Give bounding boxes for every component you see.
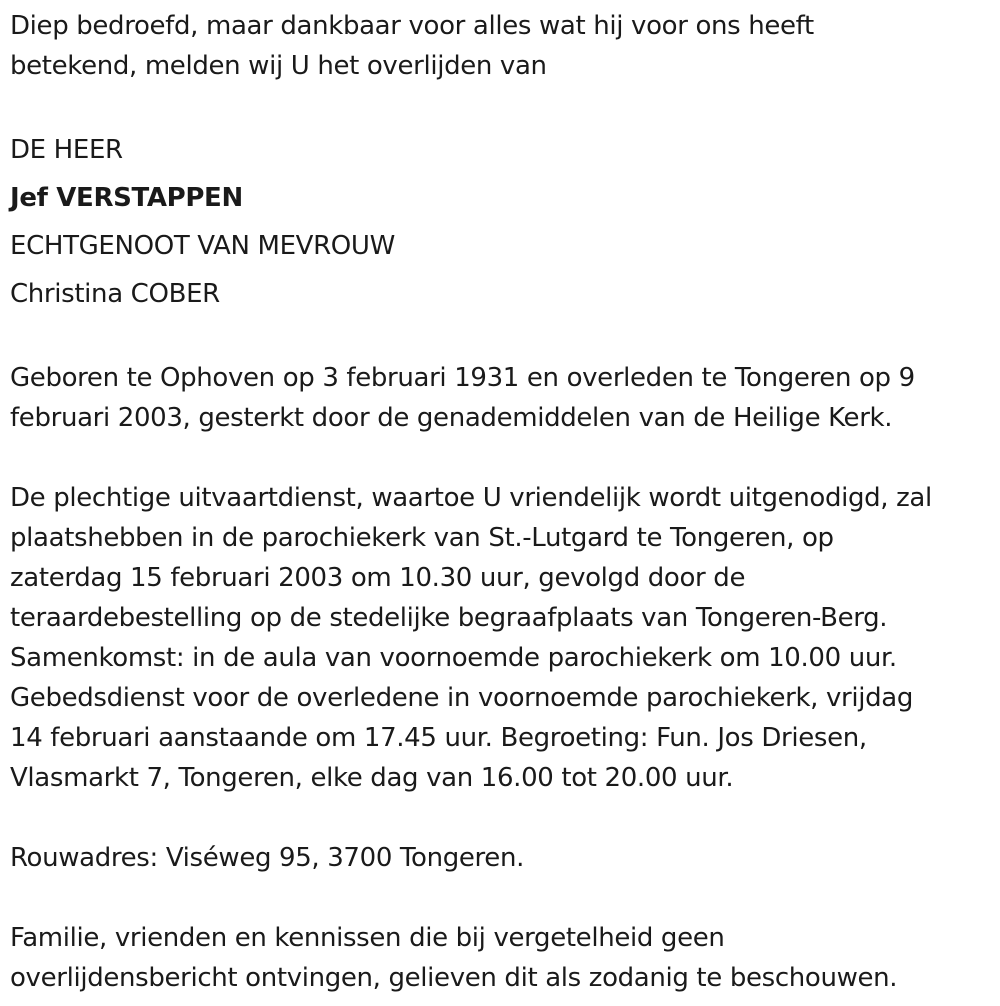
spouse-name: Christina COBER [10,279,220,309]
deceased-name: Jef VERSTAPPEN [10,183,243,213]
obituary-notice [10,6,995,998]
mourning-address: Rouwadres: Viséweg 95, 3700 Tongeren. [10,843,524,873]
birth-death-line-1: Geboren te Ophoven op 3 februari 1931 en overleden te Tongeren op 9 [10,363,915,393]
intro-paragraph [10,6,995,86]
deceased-block [10,126,995,318]
paragraph-gap [10,318,995,358]
service-line-2: plaatshebben in de parochiekerk van St.-Lutgard te Tongeren, op [10,523,834,553]
title-line: DE HEER [10,135,123,165]
service-line-1: De plechtige uitvaartdienst, waartoe U vriendelijk wordt uitgenodigd, zal [10,483,932,513]
closing-line-1: Familie, vrienden en kennissen die bij vergetelheid geen [10,923,725,953]
service-line-5: Samenkomst: in de aula van voornoemde parochiekerk om 10.00 uur. [10,643,897,673]
paragraph-gap [10,438,995,478]
service-line-8: Vlasmarkt 7, Tongeren, elke dag van 16.00 tot 20.00 uur. [10,763,734,793]
closing-paragraph [10,918,995,998]
service-paragraph [10,478,995,798]
service-line-4: teraardebestelling op de stedelijke begraafplaats van Tongeren-Berg. [10,603,888,633]
intro-line-1: Diep bedroefd, maar dankbaar voor alles wat hij voor ons heeft [10,11,814,41]
service-line-3: zaterdag 15 februari 2003 om 10.30 uur, gevolgd door de [10,563,746,593]
paragraph-gap [10,86,995,126]
service-line-6: Gebedsdienst voor de overledene in voornoemde parochiekerk, vrijdag [10,683,914,713]
paragraph-gap [10,798,995,838]
birth-death-paragraph [10,358,995,438]
closing-line-2: overlijdensbericht ontvingen, gelieven dit als zodanig te beschouwen. [10,963,898,993]
birth-death-line-2: februari 2003, gesterkt door de genademiddelen van de Heilige Kerk. [10,403,893,433]
relation-line: ECHTGENOOT VAN MEVROUW [10,231,395,261]
service-line-7: 14 februari aanstaande om 17.45 uur. Begroeting: Fun. Jos Driesen, [10,723,867,753]
intro-line-2: betekend, melden wij U het overlijden van [10,51,547,81]
paragraph-gap [10,878,995,918]
